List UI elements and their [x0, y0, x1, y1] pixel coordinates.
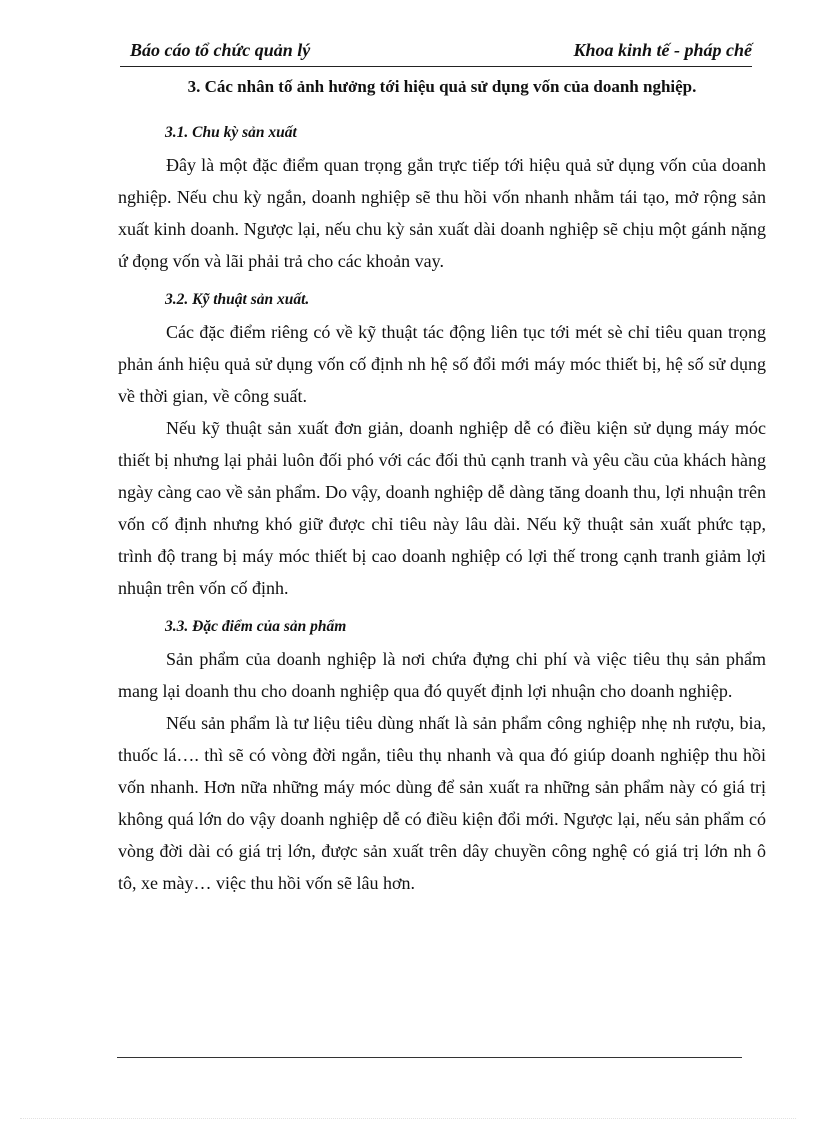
subsection-heading-3-1: 3.1. Chu kỳ sản xuất [165, 124, 297, 141]
subsection-heading-3-3: 3.3. Đặc điểm của sản phẩm [165, 618, 347, 635]
header-report-title: Báo cáo tổ chức quản lý [130, 40, 311, 60]
paragraph-3-2-2: Nếu kỹ thuật sản xuất đơn giản, doanh nghiệp dễ có điều kiện sử dụng máy móc thiết bị nhưng lại phải luôn đối phó với các đối thủ cạnh tranh và yêu cầu của khách hàng ngày càng cao về sản phẩm. Do vậy, doanh nghiệp dễ dàng tăng doanh thu, lợi nhuận trên vốn cố định nhưng khó giữ được chỉ tiêu này lâu dài. Nếu kỹ thuật sản xuất phức tạp, trình độ trang bị máy móc thiết bị cao doanh nghiệp có lợi thế trong cạnh tranh giảm lợi nhuận trên vốn cố định. [118, 418, 766, 598]
subsection-heading-3-2: 3.2. Kỹ thuật sản xuất. [165, 291, 310, 308]
paragraph-3-2-1: Các đặc điểm riêng có về kỹ thuật tác động liên tục tới mét sè chỉ tiêu quan trọng phản ánh hiệu quả sử dụng vốn cố định nh hệ số đổi mới máy móc thiết bị, hệ số sử dụng về thời gian, về công suất. [118, 322, 766, 406]
paragraph-3-3-2: Nếu sản phẩm là tư liệu tiêu dùng nhất là sản phẩm công nghiệp nhẹ nh rượu, bia, thuốc lá…. thì sẽ có vòng đời ngắn, tiêu thụ nhanh và qua đó giúp doanh nghiệp thu hồi vốn nhanh. Hơn nữa những máy móc dùng để sản xuất ra những sản phẩm này có giá trị không quá lớn do vậy doanh nghiệp dễ có điều kiện đổi mới. Ngược lại, nếu sản phẩm có vòng đời dài có giá trị lớn, được sản xuất trên dây chuyền công nghệ có giá trị lớn nh ô tô, xe mày… việc thu hồi vốn sẽ lâu hơn. [118, 713, 766, 893]
section-title: 3. Các nhân tố ảnh hưởng tới hiệu quả sử dụng vốn của doanh nghiệp. [187, 77, 697, 96]
document-body [118, 76, 766, 899]
paragraph-3-3-1: Sản phẩm của doanh nghiệp là nơi chứa đựng chi phí và việc tiêu thụ sản phẩm mang lại doanh thu cho doanh nghiệp qua đó quyết định lợi nhuận cho doanh nghiệp. [118, 649, 766, 701]
footer-divider [117, 1057, 742, 1058]
page-bottom-edge [20, 1118, 796, 1119]
page-header [120, 38, 752, 67]
paragraph-3-1-1: Đây là một đặc điểm quan trọng gắn trực tiếp tới hiệu quả sử dụng vốn của doanh nghiệp. Nếu chu kỳ ngắn, doanh nghiệp sẽ thu hồi vốn nhanh nhằm tái tạo, mở rộng sản xuất kinh doanh. Ngược lại, nếu chu kỳ sản xuất dài doanh nghiệp sẽ chịu một gánh nặng ứ đọng vốn và lãi phải trả cho các khoản vay. [118, 155, 766, 271]
header-faculty-title: Khoa kinh tế - pháp chế [573, 40, 752, 60]
